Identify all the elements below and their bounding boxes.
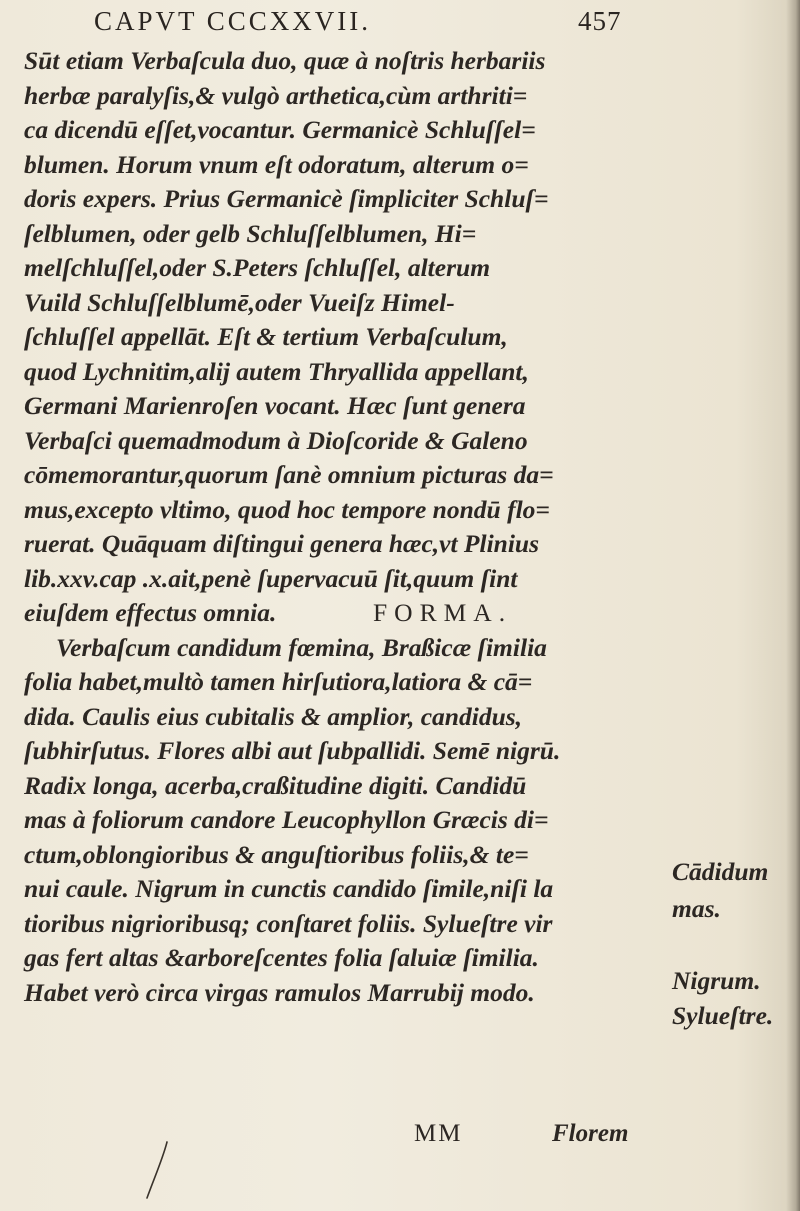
margin-note: mas. (672, 894, 721, 923)
text-line: nui caule. Nigrum in cunctis candido ſimile,niſi la (24, 874, 554, 903)
text-line: gas fert altas &arboreſcentes folia ſaluiæ ſimilia. (24, 943, 539, 972)
text-line: tioribus nigrioribusq; conſtaret foliis. Sylueſtre vir (24, 908, 553, 938)
text-line: mus,excepto vltimo, quod hoc tempore nondū flo= (24, 494, 550, 524)
text-line: quod Lychnitim,alij autem Thryallida appellant, (24, 356, 529, 386)
text-line: lib.xxv.cap .x.ait,penè ſupervacuū ſit,quum ſint (24, 563, 518, 593)
text-line: folia habet,multò tamen hirſutiora,latiora & cā= (24, 667, 533, 696)
body-text (24, 44, 774, 1030)
margin-note: Nigrum. (672, 966, 761, 995)
text-line: Radix longa, acerba,craßitudine digiti. Candidū (24, 770, 527, 800)
page-gutter-shadow (786, 0, 800, 1211)
text-line: Vuild Schluſſelblumē,oder Vueiſz Himel- (24, 287, 455, 317)
text-line: ſubhirſutus. Flores albi aut ſubpallidi. Semē nigrū. (24, 736, 561, 765)
text-line: ctum,oblongioribus & anguſtioribus foliis,& te= (24, 839, 529, 869)
text-line: ruerat. Quāquam diſtingui genera hæc,vt Plinius (24, 529, 540, 558)
text-line: Verbaſcum candidum fœmina, Braßicæ ſimilia (56, 632, 547, 662)
chapter-title: CAPVT CCCXXVII. (94, 6, 372, 36)
catchword: Florem (552, 1120, 629, 1147)
text-line: melſchluſſel,oder S.Peters ſchluſſel, alterum (24, 253, 491, 282)
text-line-with-heading (24, 596, 648, 631)
text-line: doris expers. Prius Germanicè ſimpliciter Schluſ= (24, 184, 549, 213)
text-line: eiuſdem effectus omnia. (24, 598, 277, 627)
margin-note: Sylueſtre. (672, 1001, 774, 1030)
margin-note: Cādidum (672, 857, 769, 886)
text-line: blumen. Horum vnum eſt odoratum, alterum o= (24, 149, 529, 179)
signature-mark: MM (414, 1120, 463, 1147)
text-line: cōmemorantur,quorum ſanè omnium picturas da= (24, 460, 554, 489)
running-header (94, 6, 654, 46)
text-line: ſelblumen, oder gelb Schluſſelblumen, Hi= (24, 218, 477, 248)
text-line: dida. Caulis eius cubitalis & amplior, candidus, (24, 701, 523, 731)
forma-heading: FORMA. (373, 598, 513, 627)
text-line: ca dicendū eſſet,vocantur. Germanicè Schluſſel= (24, 115, 536, 144)
pencil-mark-icon (143, 1140, 173, 1200)
text-line: Verbaſci quemadmodum à Dioſcoride & Galeno (24, 425, 528, 455)
text-line: ſchluſſel appellāt. Eſt & tertium Verbaſculum, (24, 322, 508, 351)
text-line: mas à foliorum candore Leucophyllon Græcis di= (24, 805, 549, 834)
text-line: herbæ paralyſis,& vulgò arthetica,cùm arthriti= (24, 80, 528, 110)
text-line: Sūt etiam Verbaſcula duo, quæ à noſtris herbariis (24, 46, 546, 75)
text-line: Habet verò circa virgas ramulos Marrubij modo. (24, 977, 535, 1007)
page-number: 457 (578, 6, 622, 36)
text-line: Germani Marienroſen vocant. Hæc ſunt genera (24, 391, 526, 420)
